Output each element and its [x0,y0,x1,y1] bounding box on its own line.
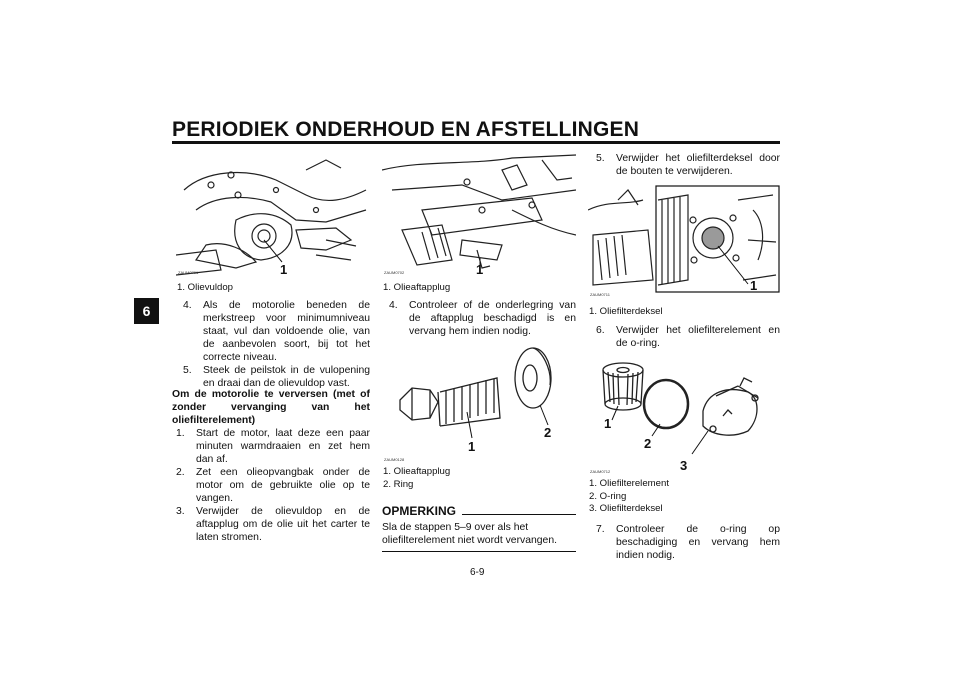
list-item: 4. Controleer of de onderlegring van de aftapplug beschadigd is en vervang hem indien nodig. [389,300,576,337]
note-box [382,504,576,552]
list-item: 3. Verwijder de olievuldop en de aftapplug om de olie uit het carter te laten stromen. [176,506,370,543]
figure-caption [589,478,669,516]
oil-filler-cap-illustration [176,150,370,278]
section-heading: Om de motorolie te verversen (met of zonder vervanging van het oliefilterelement) [172,389,370,426]
page-number: 6-9 [470,567,485,578]
note-text: Sla de stappen 5–9 over als het oliefilterelement niet wordt vervangen. [382,522,558,546]
figure-filter-element-oring-cover [588,356,780,476]
figure-code: ZAUM0701 [178,270,199,275]
figure-drain-plug-and-washer [382,340,576,465]
drain-plug-washer-illustration [382,340,576,465]
chapter-tab: 6 [134,298,159,324]
list-item: 2. Zet een olieopvangbak onder de motor om de gebruikte olie op te vangen. [176,467,370,504]
note-bottom-rule [382,551,576,552]
caption-line: 2. O-ring [589,490,627,502]
list-item: 6. Verwijder het oliefilterelement en de o-ring. [596,325,780,349]
figure-caption: 1. Olieaftapplug [383,282,451,293]
steps-list-a [183,299,370,390]
figure-code: ZAUM0128 [384,457,405,462]
figure-caption [383,466,450,491]
steps-list-b [176,427,370,544]
figure-caption: 1. Olievuldop [177,282,233,293]
list-item: 5. Verwijder het oliefilterdeksel door de bouten te verwijderen. [596,153,780,177]
callout-3: 3 [680,458,688,473]
figure-code: ZAUM0712 [590,469,611,474]
callout-1: 1 [280,262,288,277]
caption-line: 1. Oliefilterelement [589,478,669,489]
figure-caption: 1. Oliefilterdeksel [589,306,663,317]
caption-line: 1. Olieaftapplug [383,466,451,477]
caption-line: 3. Oliefilterdeksel [589,503,663,515]
callout-1: 1 [476,262,484,277]
callout-2: 2 [544,425,552,440]
steps-list [596,324,780,350]
list-item: 7. Controleer de o-ring op beschadiging en vervang hem indien nodig. [596,524,780,561]
callout-2: 2 [644,436,652,451]
figure-oil-filter-cover [588,180,780,300]
page-title: PERIODIEK ONDERHOUD EN AFSTELLINGEN [172,118,640,141]
callout-1: 1 [468,439,476,454]
figure-code: ZAUM0702 [384,270,405,275]
steps-list [596,152,780,178]
figure-drain-plug [382,150,576,278]
drain-plug-illustration [382,150,576,278]
list-item: 5. Steek de peilstok in de vulopening en draai dan de olievuldop vast. [183,365,370,389]
callout-1: 1 [604,416,612,431]
caption-line: 2. Ring [383,478,414,490]
list-item: 4. Als de motorolie beneden de merkstreep voor minimumniveau staat, vul dan voldoende olie, van de aanbevolen soort, bij tot het correcte niveau. [183,300,370,363]
steps-list [389,299,576,338]
note-title: OPMERKING [382,504,457,518]
header-rule [172,141,780,144]
figure-code: ZAUM0711 [590,292,610,297]
callout-1: 1 [750,278,758,293]
note-rule [462,514,576,515]
list-item: 1. Start de motor, laat deze een paar minuten warmdraaien en zet hem dan af. [176,428,370,465]
figure-oil-filler-cap [176,150,370,278]
steps-list [596,523,780,562]
